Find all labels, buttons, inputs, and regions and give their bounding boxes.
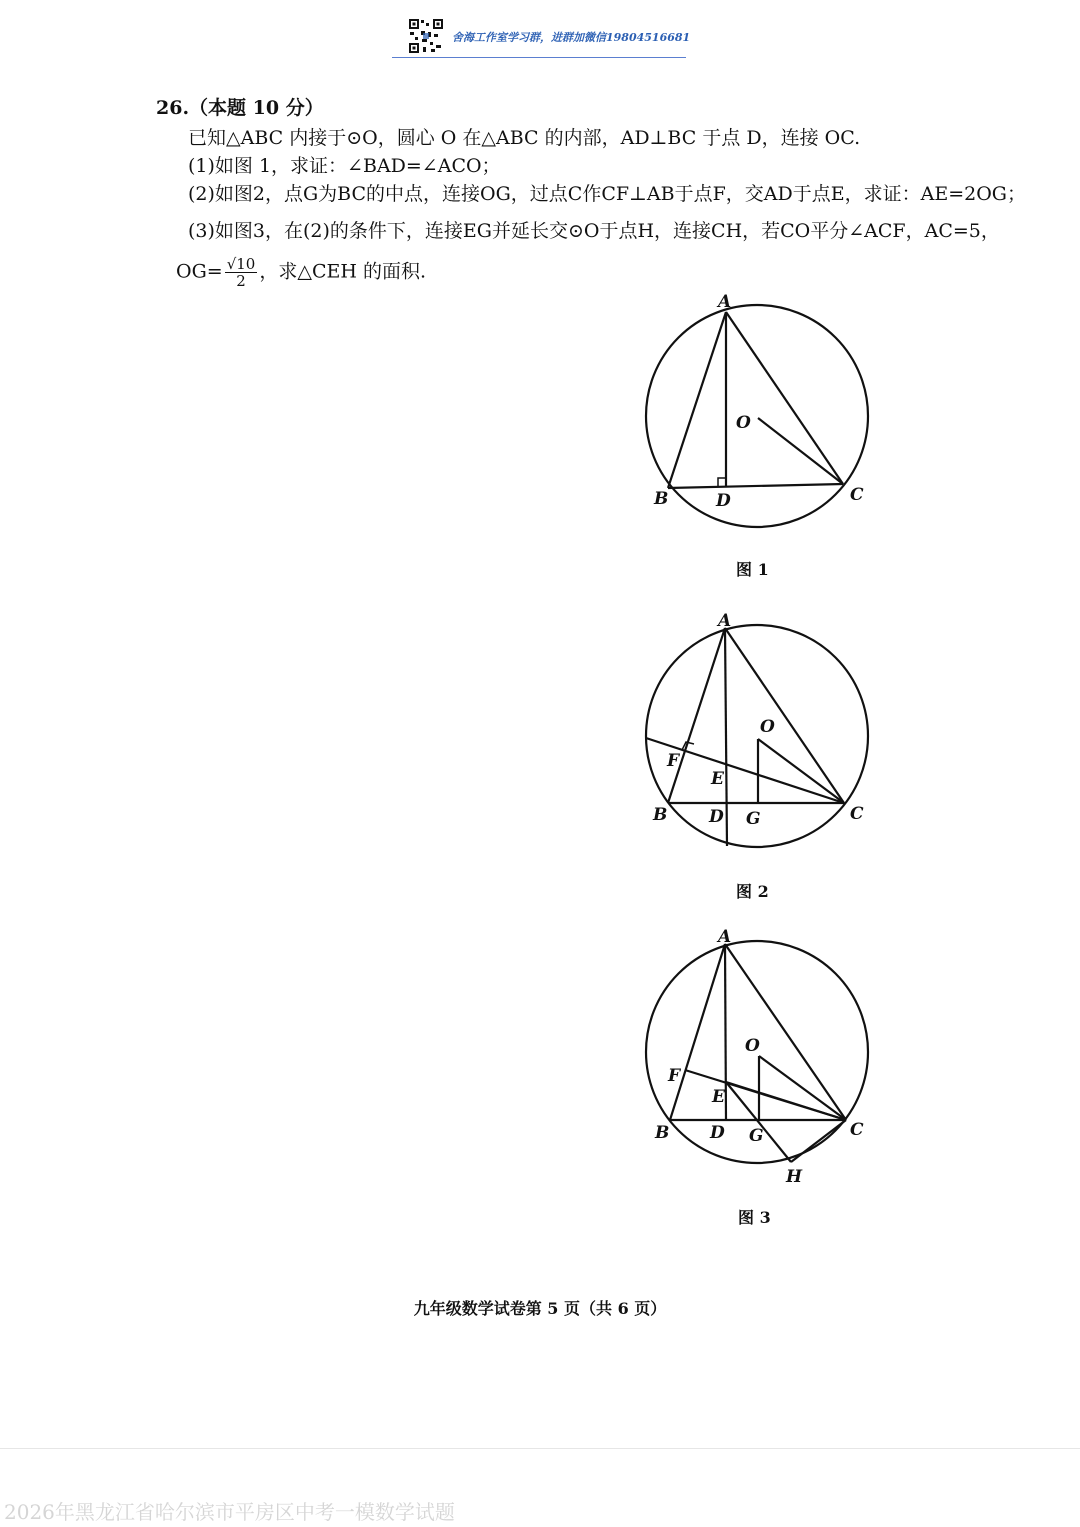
label-o: O <box>736 413 751 433</box>
fraction-denominator: 2 <box>236 272 246 290</box>
label-o: O <box>760 717 775 737</box>
label-c: C <box>850 485 864 505</box>
segment-ac <box>726 312 843 484</box>
label-a: A <box>718 611 732 631</box>
qr-code-icon <box>408 18 444 54</box>
segment-oc <box>758 418 843 484</box>
figure-2-caption: 图 2 <box>736 882 769 901</box>
og-prefix: OG= <box>176 260 223 283</box>
figure-2-diagram <box>630 608 890 868</box>
label-g: G <box>746 809 761 829</box>
problem-title: 26.（本题 10 分） <box>156 97 324 119</box>
figure-1-caption: 图 1 <box>736 560 769 579</box>
figure-3 <box>630 924 890 1194</box>
problem-part-1: (1)如图 1，求证：∠BAD=∠ACO； <box>188 155 501 177</box>
segment-ac <box>725 944 846 1120</box>
label-e: E <box>711 769 724 789</box>
figure-1-diagram <box>630 290 890 540</box>
segment-ch <box>791 1120 846 1162</box>
bottom-divider <box>0 1448 1080 1449</box>
label-f: F <box>668 1066 681 1086</box>
segment-ad <box>725 944 726 1120</box>
label-f: F <box>667 751 680 771</box>
problem-part-3: (3)如图3，在(2)的条件下，连接EG并延长交⊙O于点H，连接CH，若CO平分∠ACF，AC=5， <box>188 220 1000 242</box>
label-a: A <box>718 292 732 312</box>
header-banner <box>392 14 691 60</box>
label-e: E <box>712 1087 725 1107</box>
problem-stem: 已知△ABC 内接于⊙O，圆心 O 在△ABC 的内部，AD⊥BC 于点 D，连接 OC. <box>188 127 861 149</box>
label-b: B <box>653 805 668 825</box>
segment-oc <box>759 1056 846 1120</box>
page-footer: 九年级数学试卷第 5 页（共 6 页） <box>413 1299 667 1318</box>
label-d: D <box>716 491 731 511</box>
right-angle-mark-f <box>682 742 694 750</box>
label-a: A <box>718 927 732 947</box>
header-divider <box>392 57 686 58</box>
segment-bc <box>668 484 843 488</box>
fraction-numerator: √10 <box>226 255 256 273</box>
segment-ac <box>725 628 844 803</box>
label-b: B <box>655 1123 670 1143</box>
problem-part-3-tail <box>176 256 426 289</box>
label-h: H <box>786 1167 803 1187</box>
segment-ad <box>725 628 727 846</box>
label-c: C <box>850 1120 864 1140</box>
label-d: D <box>709 807 724 827</box>
label-b: B <box>654 489 669 509</box>
figure-1 <box>630 290 890 540</box>
header-text: 舍海工作室学习群，进群加微信19804516681 <box>452 31 691 44</box>
problem-part-2: (2)如图2，点G为BC的中点，连接OG，过点C作CF⊥AB于点F，交AD于点E，求证：AE=2OG； <box>188 183 1026 205</box>
figure-3-diagram <box>630 924 890 1194</box>
label-c: C <box>850 804 864 824</box>
segment-oc <box>758 739 844 803</box>
figure-3-caption: 图 3 <box>738 1208 771 1227</box>
og-fraction <box>225 256 258 289</box>
part-3-question: ，求△CEH 的面积. <box>259 260 427 283</box>
watermark: 2026年黑龙江省哈尔滨市平房区中考一模数学试题 <box>4 1500 455 1524</box>
label-d: D <box>710 1123 725 1143</box>
segment-ec <box>726 1082 846 1120</box>
label-o: O <box>745 1036 760 1056</box>
right-angle-mark-d <box>718 478 726 486</box>
figure-2 <box>630 608 890 868</box>
label-g: G <box>749 1126 764 1146</box>
circle-o <box>646 305 868 527</box>
